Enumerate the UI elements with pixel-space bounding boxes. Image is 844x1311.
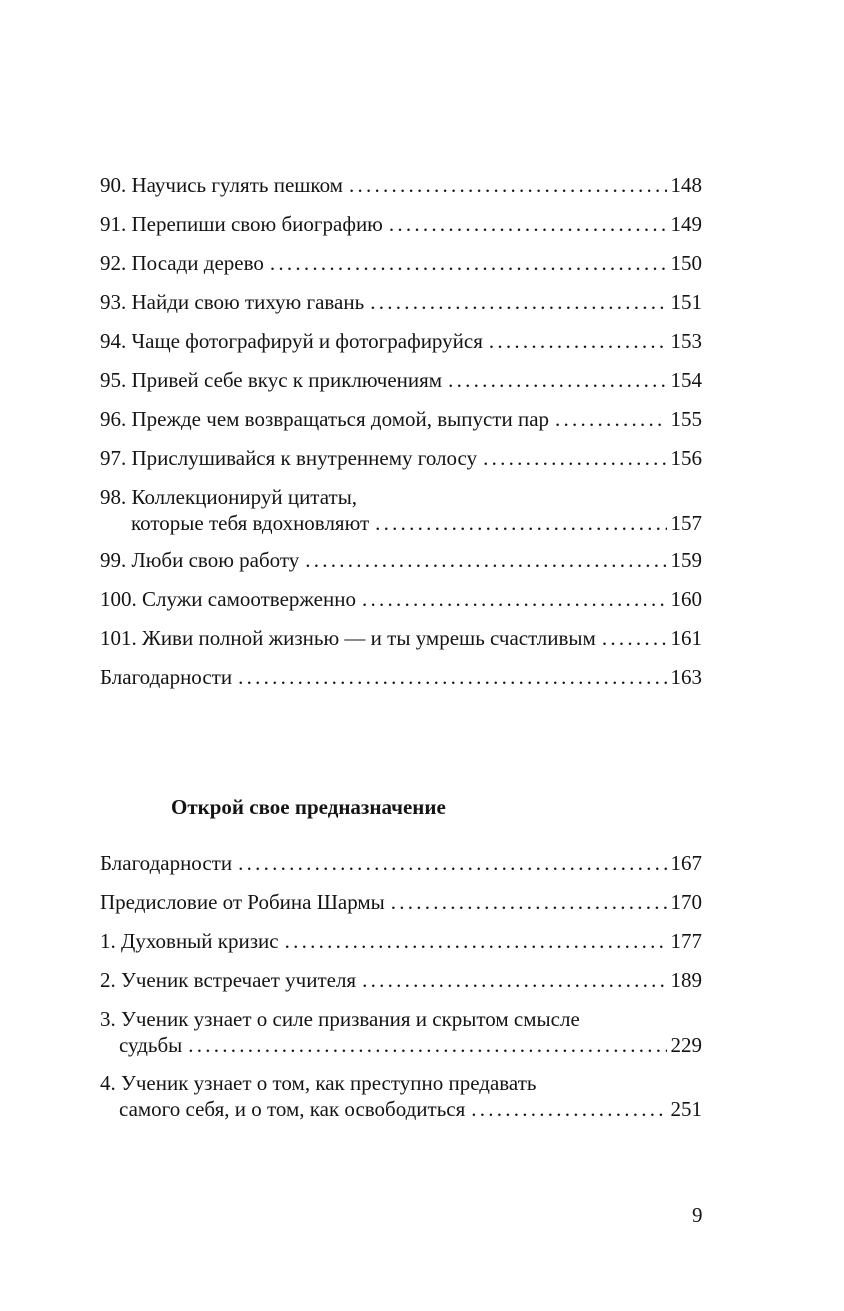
toc-entry-title: Благодарности [100,665,233,689]
toc-leader-dots [555,406,666,432]
toc-entry [100,889,702,915]
toc-entry-title: 91. Перепиши свою биографию [100,212,383,236]
toc-entry-page: 157 [670,511,702,535]
toc-entry-page: 170 [670,890,702,914]
toc-entry-title: 3. Ученик узнает о силе призвания и скрытом смысле [100,1007,580,1031]
toc-entry [100,850,702,876]
toc-entry [100,664,702,690]
toc-entry-title: 97. Прислушивайся к внутреннему голосу [100,446,478,470]
toc-entry-title: 95. Привей себе вкус к приключениям [100,368,443,392]
toc-entry-page: 163 [670,665,702,689]
toc-entry-page: 161 [670,626,702,650]
toc-entry-page: 148 [670,173,702,197]
toc-entry [100,406,702,432]
toc-entry [100,211,702,237]
toc-leader-dots [349,172,667,198]
toc-entry-title: 4. Ученик узнает о том, как преступно предавать [100,1071,537,1095]
toc-entry-title: 96. Прежде чем возвращаться домой, выпусти пар [100,407,550,431]
toc-entry-page: 155 [670,407,702,431]
toc-leader-dots [375,510,666,536]
toc-entry [100,547,702,573]
toc-leader-dots [602,625,667,651]
toc-leader-dots [238,664,666,690]
toc-entry [100,1006,702,1058]
toc-entry [100,928,702,954]
toc-leader-dots [305,547,666,573]
toc-leader-dots [285,928,667,954]
toc-entry-page: 149 [670,212,702,236]
toc-entry [100,484,702,536]
section-title: Открой свое предназначение [171,795,446,819]
toc-entry [100,289,702,315]
toc-entry-title: 101. Живи полной жизнью — и ты умрешь счастливым [100,626,596,650]
toc-leader-dots [238,850,666,876]
toc-entry-title: 94. Чаще фотографируй и фотографируйся [100,329,483,353]
toc-entry-title: 99. Люби свою работу [100,548,300,572]
toc-entry-page: 154 [670,368,702,392]
toc-entry [100,172,702,198]
toc-entry-page: 177 [670,929,702,953]
toc-leader-dots [489,328,667,354]
toc-leader-dots [188,1032,666,1058]
toc-leader-dots [448,367,666,393]
toc-leader-dots [270,250,667,276]
toc-entry-title: 98. Коллекционируй цитаты, [100,485,358,509]
toc-entry-title-continuation: судьбы [119,1033,183,1057]
toc-list-part1 [100,172,702,703]
toc-leader-dots [391,889,667,915]
toc-entry-title: Предисловие от Робина Шармы [100,890,385,914]
toc-entry-title: 93. Найди свою тихую гавань [100,290,365,314]
toc-entry [100,250,702,276]
toc-entry-page: 189 [670,968,702,992]
toc-entry-page: 151 [670,290,702,314]
toc-leader-dots [471,1096,666,1122]
toc-entry-page: 251 [670,1097,702,1121]
toc-entry-page: 153 [670,329,702,353]
toc-entry-title-continuation: самого себя, и о том, как освободиться [119,1097,466,1121]
toc-entry-page: 229 [670,1033,702,1057]
toc-entry-page: 156 [670,446,702,470]
toc-entry-page: 150 [670,251,702,275]
toc-entry-title: 90. Научись гулять пешком [100,173,343,197]
toc-entry-title: Благодарности [100,851,233,875]
toc-entry [100,967,702,993]
toc-entry-title: 2. Ученик встречает учителя [100,968,357,992]
toc-list-part2 [100,850,702,1134]
toc-entry-title: 1. Духовный кризис [100,929,279,953]
page-number: 9 [692,1203,703,1227]
toc-entry-page: 159 [670,548,702,572]
toc-entry-page: 167 [670,851,702,875]
toc-entry [100,328,702,354]
toc-entry-title: 100. Служи самоотверженно [100,587,356,611]
toc-leader-dots [362,967,666,993]
toc-entry-title: 92. Посади дерево [100,251,264,275]
toc-entry [100,1070,702,1122]
toc-leader-dots [370,289,666,315]
toc-entry-title-continuation: которые тебя вдохновляют [131,511,370,535]
toc-entry [100,445,702,471]
toc-entry [100,625,702,651]
toc-leader-dots [389,211,667,237]
toc-leader-dots [362,586,667,612]
toc-entry [100,586,702,612]
toc-leader-dots [483,445,666,471]
toc-entry [100,367,702,393]
toc-entry-page: 160 [670,587,702,611]
